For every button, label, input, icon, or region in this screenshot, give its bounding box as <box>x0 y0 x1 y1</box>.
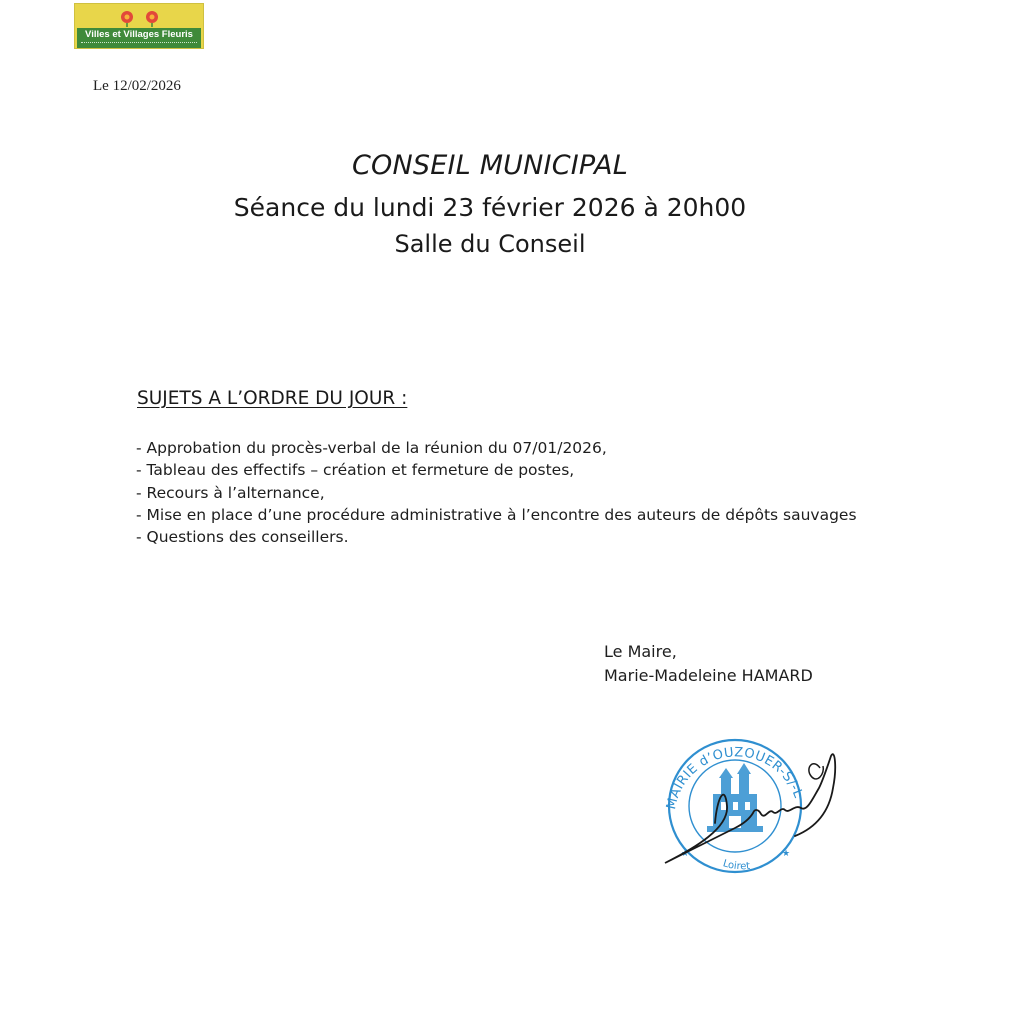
page-title: CONSEIL MUNICIPAL <box>352 150 628 181</box>
signer-name: Marie-Madeleine HAMARD <box>604 666 813 685</box>
agenda-item: - Questions des conseillers. <box>136 528 349 547</box>
agenda-item: - Tableau des effectifs – création et fermeture de postes, <box>136 461 575 480</box>
signature-flourish <box>809 764 823 779</box>
document-date: Le 12/02/2026 <box>93 78 181 94</box>
logo-band <box>77 28 201 48</box>
logo-divider <box>81 42 197 45</box>
mayor-stamp-and-signature <box>655 728 845 878</box>
seal-text: MAIRIE d’OUZOUER-S/-L <box>664 745 806 811</box>
session-date: Séance du lundi 23 février 2026 à 20h00 <box>233 193 747 222</box>
villes-villages-fleuris-logo <box>74 3 204 49</box>
svg-text:★: ★ <box>782 849 791 859</box>
agenda-item: - Approbation du procès-verbal de la réunion du 07/01/2026, <box>136 439 607 457</box>
agenda-list <box>136 437 857 548</box>
svg-text:★: ★ <box>681 849 690 859</box>
official-seal-icon <box>655 728 845 878</box>
svg-text:Loiret <box>721 858 750 872</box>
flower-icon <box>75 8 205 28</box>
agenda-heading: SUJETS A L’ORDRE DU JOUR : <box>137 388 408 409</box>
session-location: Salle du Conseil <box>394 230 586 258</box>
agenda-item: - Recours à l’alternance, <box>136 483 325 502</box>
seal-region: Loiret <box>721 858 751 873</box>
agenda-item: - Mise en place d’une procédure administrative à l’encontre des auteurs de dépôts sauvages <box>136 505 857 524</box>
signature-block <box>604 640 813 688</box>
signer-role: Le Maire, <box>604 642 677 661</box>
logo-text: Villes et Villages Fleuris <box>85 29 193 40</box>
